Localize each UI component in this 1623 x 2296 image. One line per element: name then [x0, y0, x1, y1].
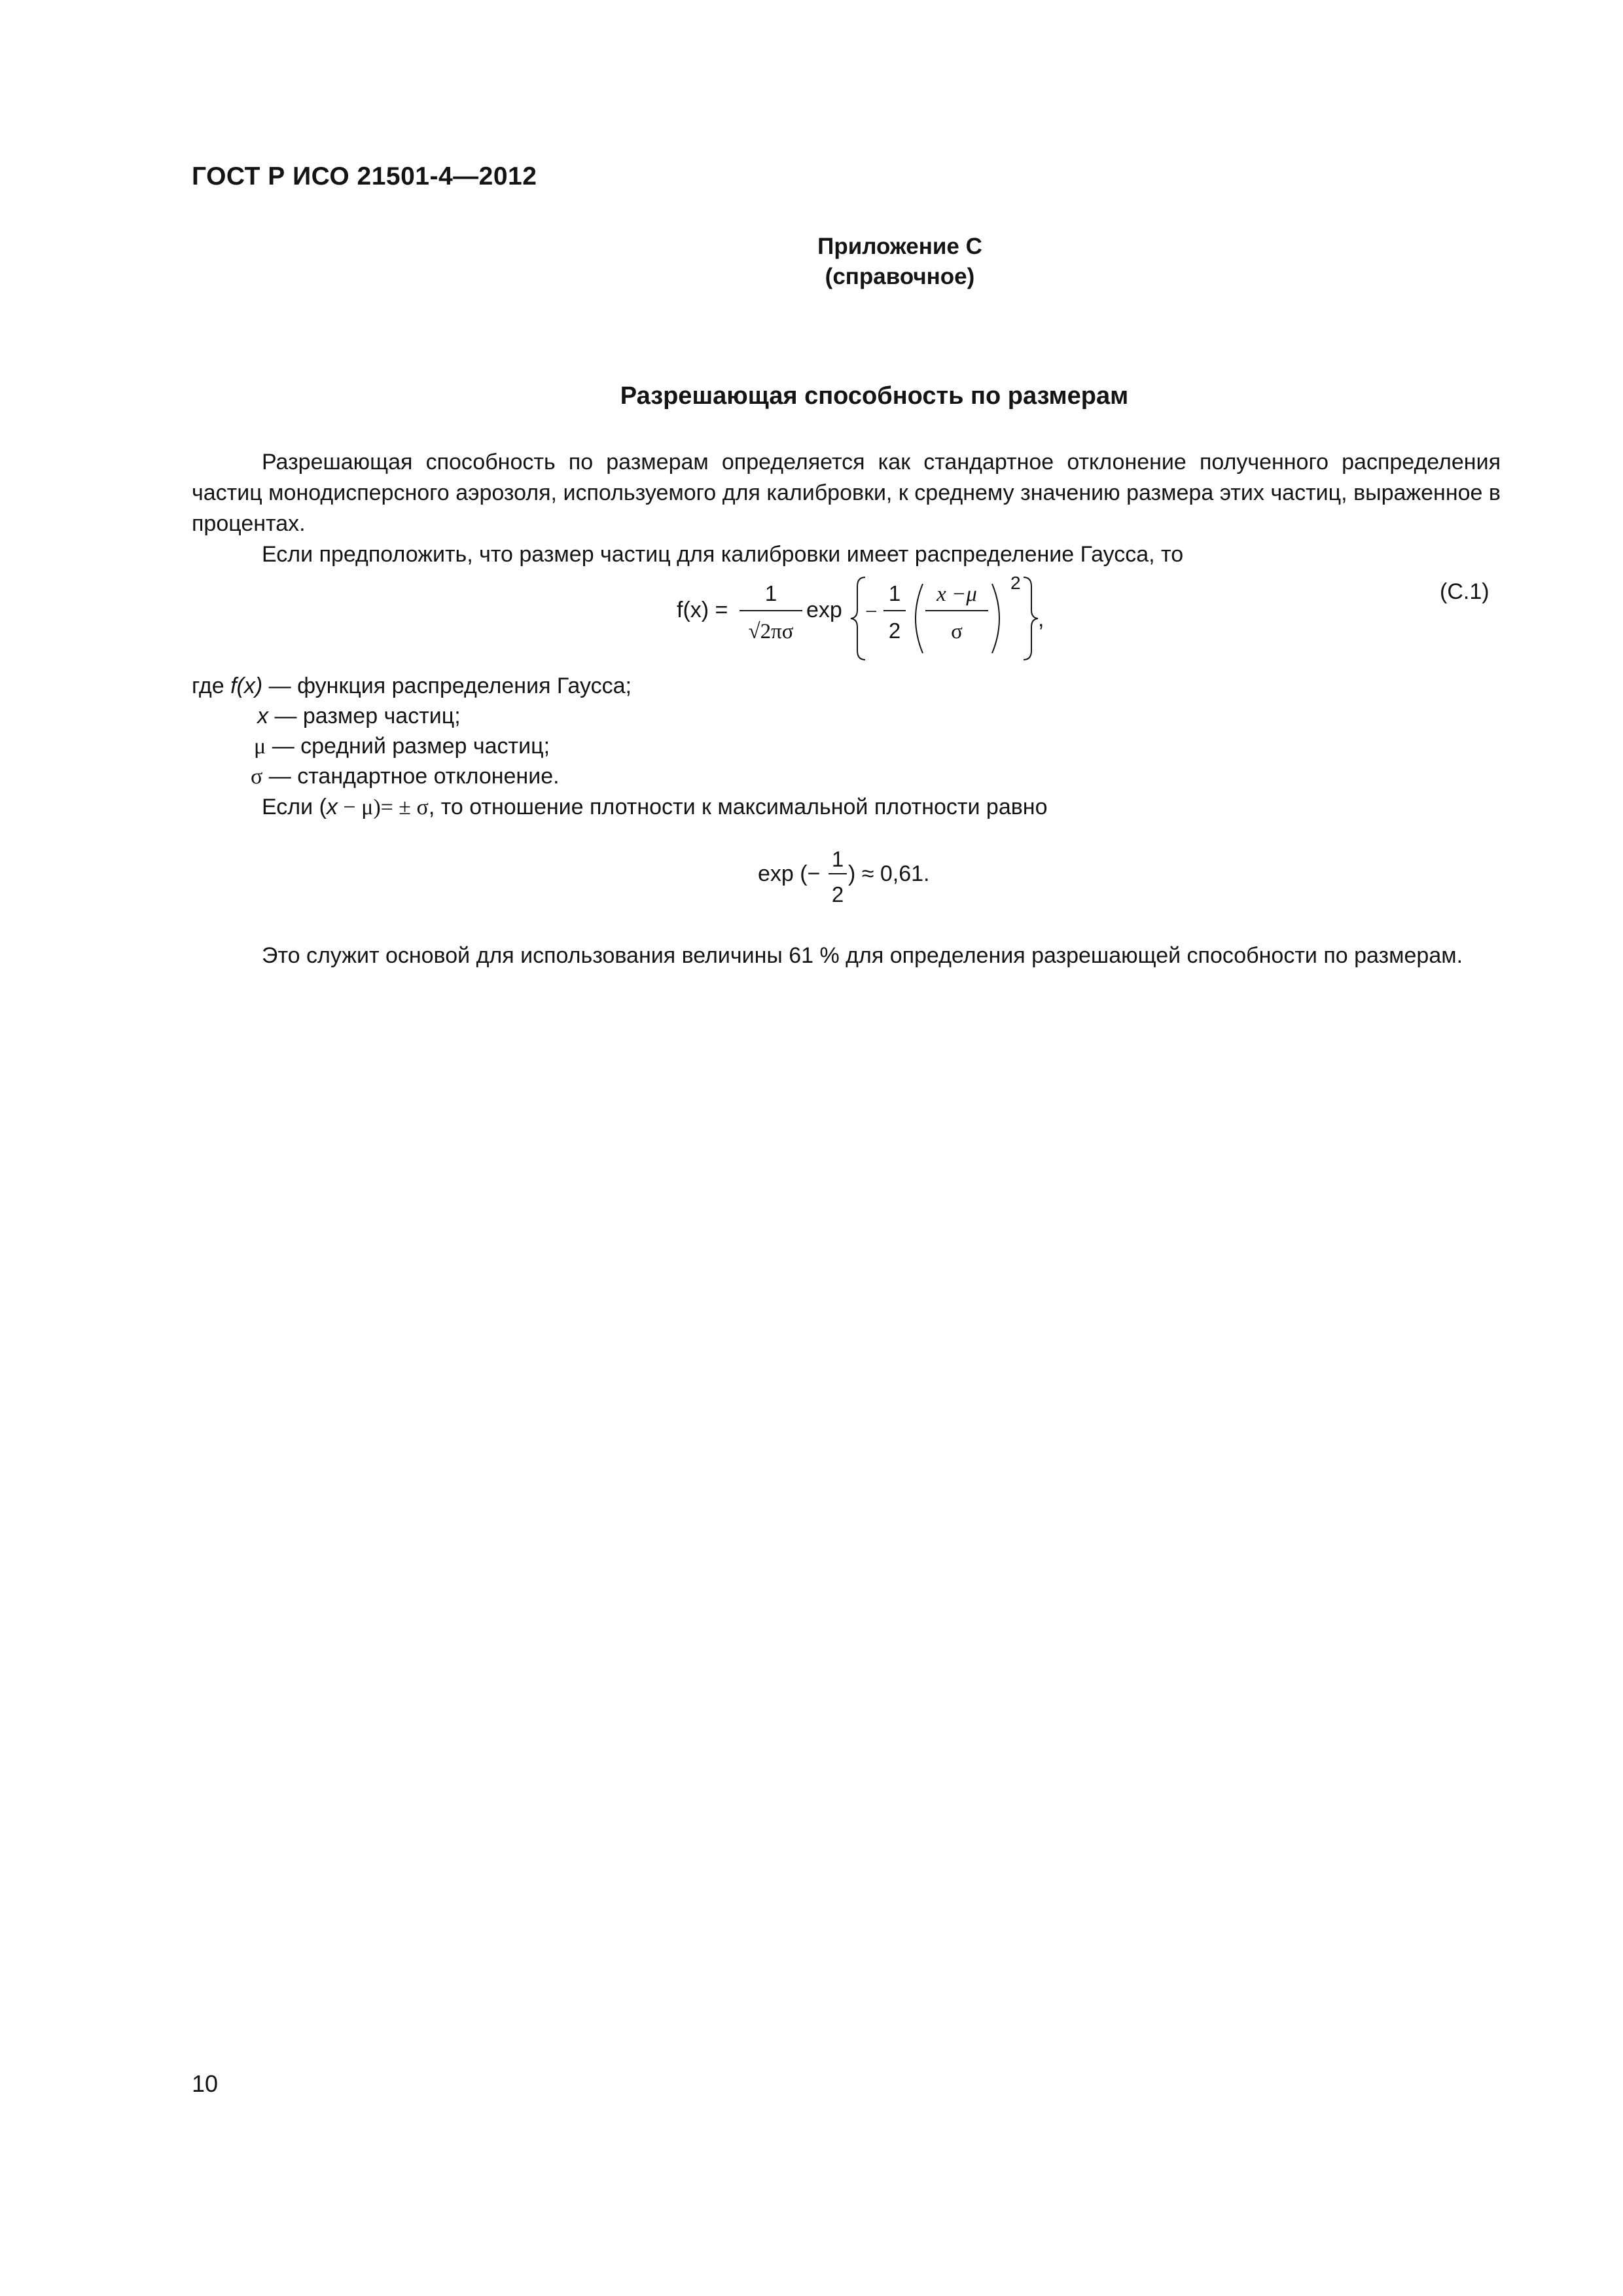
equation-c1-half-denominator: 2: [888, 619, 901, 643]
definition-sigma: [251, 761, 560, 792]
equation-c1-right-paren: [992, 584, 999, 653]
condition-line: [192, 792, 1048, 823]
equation-c1-inner-numerator: x −μ: [936, 583, 977, 606]
condition-minus-mu: − μ: [337, 795, 374, 819]
paragraph-conclusion-text: Это служит основой для использования величины 61 % для определения разрешающей способности по размерам.: [262, 943, 1463, 968]
appendix-title: Приложение С: [817, 234, 982, 259]
paragraph-conclusion: [192, 941, 1501, 971]
document-header: ГОСТ Р ИСО 21501-4—2012: [192, 162, 537, 190]
paragraph-gauss-intro: [192, 539, 1183, 570]
definition-fx-symbol: f(x): [230, 673, 263, 698]
paragraph-definition-text: Разрешающая способность по размерам определяется как стандартное отклонение полученного распределения частиц монодисперсного аэрозоля, используемого для калибровки, к среднему значению размера этих частиц, выраженное в процентах.: [192, 450, 1501, 536]
equation-c1-number: (С.1): [1440, 579, 1489, 604]
equation-ratio: [753, 844, 949, 916]
equation-c1-inner-denominator: σ: [951, 620, 963, 643]
condition-prefix: Если (: [262, 795, 327, 819]
equation-ratio-prefix: exp (−: [758, 861, 821, 886]
definition-where: где: [192, 673, 224, 698]
definition-mu-symbol: μ: [254, 734, 266, 759]
equation-c1-minus: −: [865, 600, 878, 624]
definition-fx: [192, 671, 632, 702]
equation-c1: [668, 569, 1073, 668]
definition-mu-text: — средний размер частиц;: [272, 734, 550, 759]
equation-ratio-suffix: ) ≈ 0,61.: [848, 861, 930, 886]
equation-c1-trailing-comma: ,: [1038, 607, 1044, 632]
definition-sigma-symbol: σ: [251, 764, 263, 789]
condition-x: x: [326, 795, 338, 819]
paragraph-definition: [192, 447, 1501, 539]
equation-c1-power: 2: [1010, 573, 1021, 593]
equation-c1-frac-denominator: √2πσ: [748, 620, 794, 643]
equation-c1-exp: exp: [806, 598, 842, 622]
definition-mu: [254, 731, 550, 762]
equation-c1-left-paren: [916, 584, 923, 653]
equation-c1-half-numerator: 1: [888, 581, 901, 605]
appendix-subtitle: (справочное): [825, 264, 975, 289]
equation-c1-right-brace: [1024, 577, 1038, 660]
definition-fx-text: — функция распределения Гаусса;: [268, 673, 632, 698]
definition-x-symbol: x: [257, 704, 268, 728]
definition-sigma-text: — стандартное отклонение.: [268, 764, 560, 789]
equation-c1-lhs: f(x) =: [677, 598, 728, 622]
definition-x-text: — размер частиц;: [274, 704, 461, 728]
section-title: Разрешающая способность по размерам: [620, 382, 1129, 410]
paragraph-gauss-intro-text: Если предположить, что размер частиц для калибровки имеет распределение Гаусса, то: [262, 542, 1184, 567]
equation-c1-frac-numerator: 1: [764, 581, 777, 605]
definition-x: [257, 701, 461, 732]
condition-suffix: , то отношение плотности к максимальной плотности равно: [428, 795, 1048, 819]
page-number: 10: [192, 2070, 219, 2097]
equation-ratio-half-numerator: 1: [831, 847, 844, 871]
equation-ratio-half-denominator: 2: [831, 882, 844, 906]
condition-eq: )= ± σ: [373, 795, 429, 819]
equation-c1-left-brace: [851, 577, 865, 660]
